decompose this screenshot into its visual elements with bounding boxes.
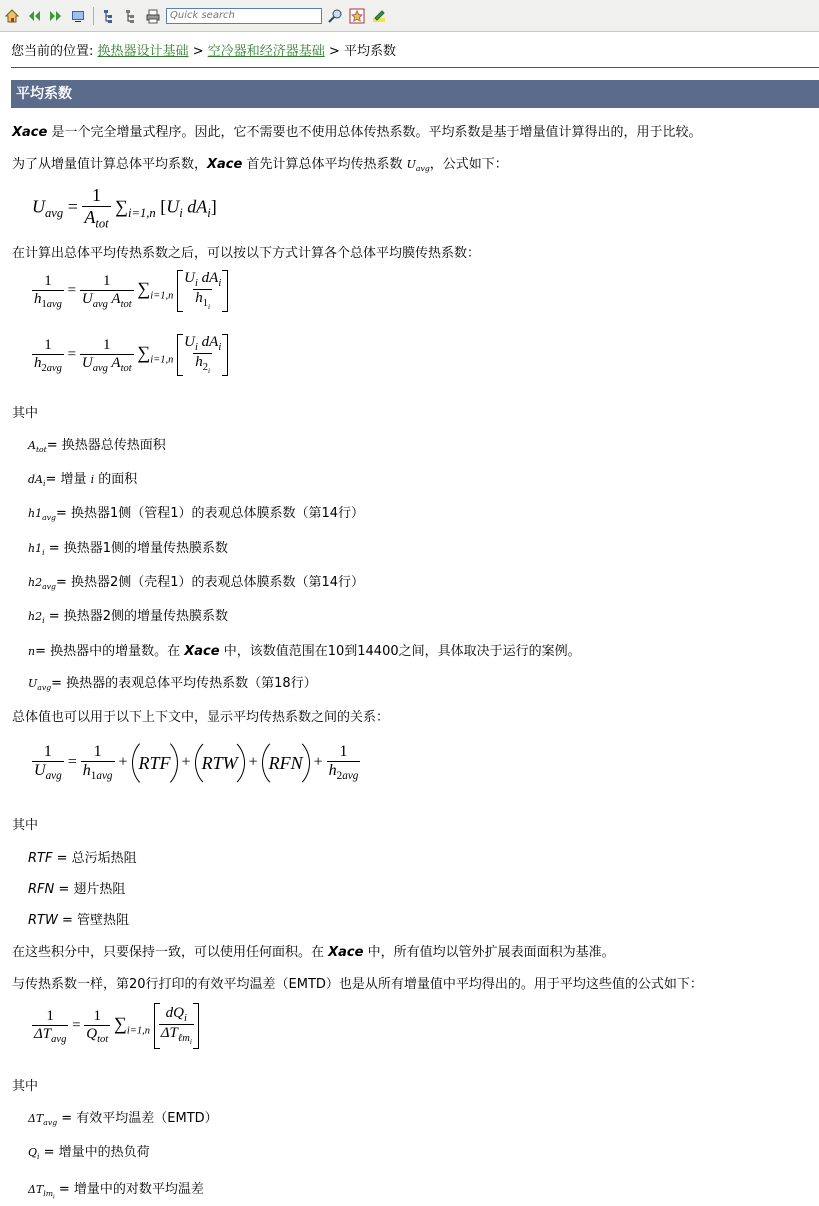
print-icon[interactable] bbox=[144, 7, 162, 25]
breadcrumb-current: 平均系数 bbox=[343, 44, 396, 59]
intro-text: 是一个完全增量式程序。因此，它不需要也不使用总体传热系数。平均系数是基于增量值计算得出的，用于比较。 bbox=[47, 125, 702, 140]
def-atot: $A_{tot}=$ 换热器总传热面积 bbox=[28, 438, 166, 455]
formula-h2avg: $\frac{1}{h_{2avg}}$ = $\frac{1}{U_{avg} A_{tot}}$ $\sum_{i=1,n}$ $\frac{U_i dA_i}{h_{2_i}}$ bbox=[32, 334, 228, 376]
def-qi: $Q_i$ = 增量中的热负荷 bbox=[28, 1145, 150, 1162]
where-label: 其中 bbox=[12, 1079, 39, 1094]
film-coeff-paragraph: 在计算出总体平均传热系数之后，可以按以下方式计算各个总体平均膜传热系数： bbox=[12, 246, 481, 261]
breadcrumb-prefix: 您当前的位置: bbox=[11, 44, 94, 59]
formula-uavg: $U_{avg}$ = $\frac{1}{A_{tot}}$ $\sum_{i=1,n}$ [$U_i$ $dA_i$] bbox=[32, 185, 217, 231]
formula-h1avg: $\frac{1}{h_{1avg}}$ = $\frac{1}{U_{avg} A_{tot}}$ $\sum_{i=1,n}$ $\frac{U_i dA_i}{h_{1_i}}$ bbox=[32, 270, 228, 312]
quick-search-input[interactable] bbox=[166, 8, 322, 24]
uavg-text-b: 首先计算总体平均传热系数 bbox=[242, 157, 407, 172]
def-rtw: RTW = 管壁热阻 bbox=[28, 913, 129, 928]
uavg-text-c: ，公式如下： bbox=[429, 157, 508, 172]
next-topic-icon[interactable] bbox=[47, 7, 65, 25]
where-label: 其中 bbox=[12, 406, 39, 421]
xace-name: Xace bbox=[207, 157, 243, 172]
emtd-paragraph: 与传热系数一样，第20行打印的有效平均温差（EMTD）也是从所有增量值中平均得出的。用于平均这些值的公式如下： bbox=[12, 977, 703, 992]
breadcrumb-link-hx-basics[interactable]: 换热器设计基础 bbox=[97, 44, 189, 59]
show-navigation-icon[interactable] bbox=[69, 7, 87, 25]
relation-paragraph: 总体值也可以用于以下上下文中，显示平均传热系数之间的关系： bbox=[12, 710, 390, 725]
uavg-paragraph bbox=[12, 153, 508, 173]
search-go-icon[interactable] bbox=[326, 7, 344, 25]
def-rtf: RTF = 总污垢热阻 bbox=[28, 851, 137, 866]
intro-paragraph bbox=[12, 121, 701, 140]
home-icon[interactable] bbox=[3, 7, 21, 25]
formula-emtd: $\frac{1}{\Delta T_{avg}}$ = $\frac{1}{Q_{tot}}$ $\sum_{i=1,n}$ $\frac{dQ_i}{\Delta T_{\ell m_i}}$ bbox=[32, 1003, 199, 1049]
where-label: 其中 bbox=[12, 818, 39, 833]
divider bbox=[11, 67, 819, 68]
breadcrumb-separator: > bbox=[328, 44, 340, 59]
area-basis-paragraph: 在这些积分中，只要保持一致，可以使用任何面积。在 Xace 中，所有值均以管外扩展表面面积为基准。 bbox=[12, 945, 615, 960]
expand-toc-icon[interactable] bbox=[122, 7, 140, 25]
breadcrumb-link-aircooler-basics[interactable]: 空冷器和经济器基础 bbox=[207, 44, 325, 59]
def-rfn: RFN = 翅片热阻 bbox=[28, 882, 126, 897]
page-title: 平均系数 bbox=[11, 80, 819, 108]
highlight-icon[interactable] bbox=[370, 7, 388, 25]
def-h2i: $h2_i$ = 换热器2侧的增量传热膜系数 bbox=[28, 609, 228, 626]
def-h1i: $h1_i$ = 换热器1侧的增量传热膜系数 bbox=[28, 541, 228, 558]
uavg-text-a: 为了从增量值计算总体平均系数， bbox=[12, 157, 208, 172]
breadcrumb-separator: > bbox=[192, 44, 204, 59]
def-dai: $dA_i=$ 增量 i 的面积 bbox=[28, 472, 138, 489]
def-dtlm: $\Delta T_{lm_i}$ = 增量中的对数平均温差 bbox=[28, 1182, 204, 1201]
toolbar bbox=[0, 0, 819, 32]
def-h1avg: $h1_{avg}=$ 换热器1侧（管程1）的表观总体膜系数（第14行） bbox=[28, 506, 365, 523]
breadcrumb bbox=[11, 40, 396, 59]
def-h2avg: $h2_{avg}=$ 换热器2侧（壳程1）的表观总体膜系数（第14行） bbox=[28, 575, 365, 592]
sync-toc-icon[interactable] bbox=[100, 7, 118, 25]
def-dtavg: $\Delta T_{avg}$ = 有效平均温差（EMTD） bbox=[28, 1111, 218, 1128]
xace-name: Xace bbox=[12, 125, 48, 140]
toolbar-separator bbox=[93, 7, 94, 25]
def-uavg: $U_{avg}=$ 换热器的表观总体平均传热系数（第18行） bbox=[28, 676, 317, 693]
prev-topic-icon[interactable] bbox=[25, 7, 43, 25]
uavg-symbol: $U_{avg}$ bbox=[406, 158, 430, 174]
add-favorite-icon[interactable] bbox=[348, 7, 366, 25]
def-n: n= 换热器中的增量数。在 Xace 中，该数值范围在10到14400之间，具体取决于运行的案例。 bbox=[28, 644, 581, 659]
formula-resistance: $\frac{1}{U_{avg}}$ = $\frac{1}{h_{1avg}}$ + RTF + RTW + RFN + $\frac{1}{h_{2avg}}$ bbox=[32, 736, 360, 790]
